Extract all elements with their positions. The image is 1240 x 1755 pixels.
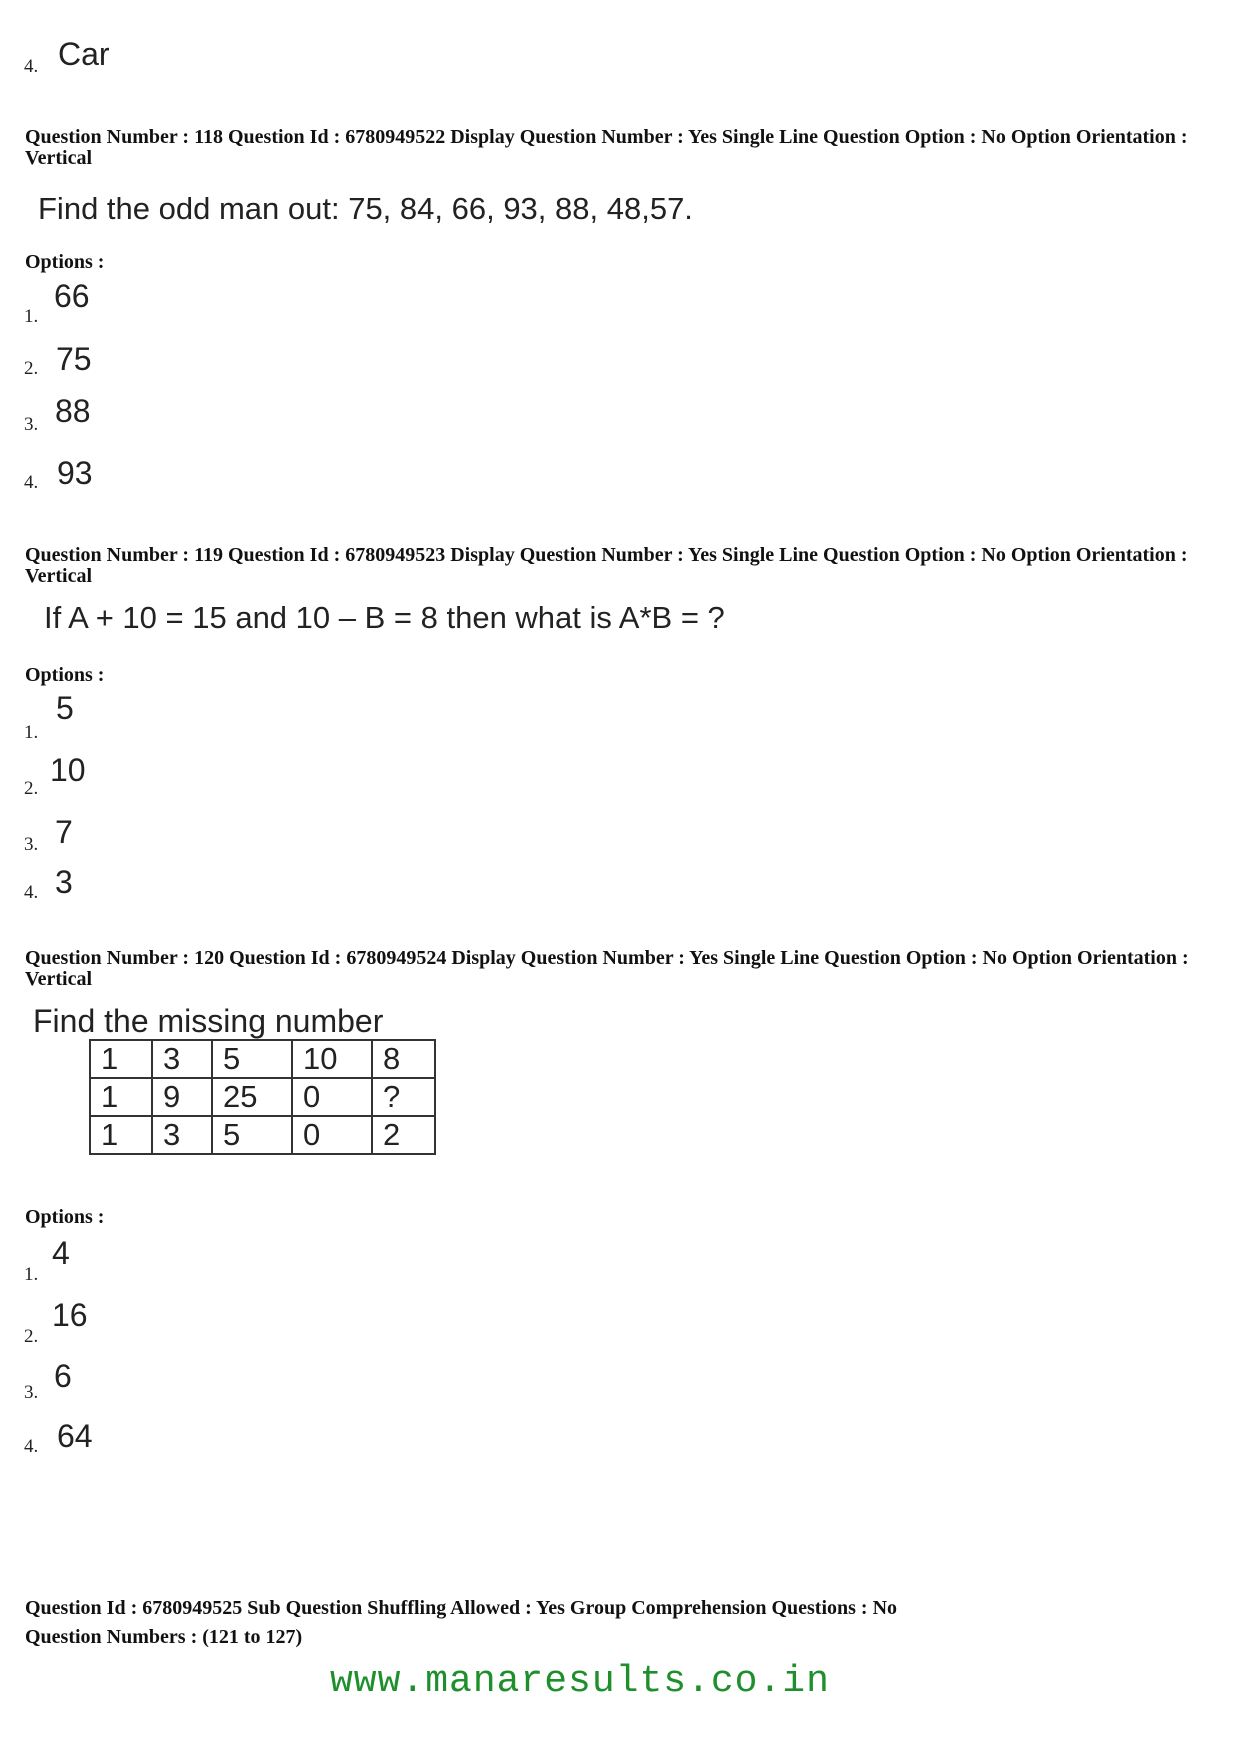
- option-number: 3.: [24, 414, 39, 435]
- grid-row: [90, 1040, 435, 1078]
- question-meta: Question Number : 119 Question Id : 6780949523 Display Question Number : Yes Single Line Question Option : No Option Orientation : Vertical: [25, 544, 1188, 587]
- option-number: 1.: [24, 722, 39, 743]
- grid-cell: 5: [212, 1040, 292, 1078]
- option-number: 2.: [24, 358, 39, 379]
- grid-cell: 0: [292, 1078, 372, 1116]
- option-number: 3.: [24, 1382, 39, 1403]
- grid-row: [90, 1078, 435, 1116]
- option-text: 88: [55, 393, 91, 429]
- options-label: Options :: [25, 664, 105, 686]
- grid-cell: 25: [212, 1078, 292, 1116]
- site-watermark: www.manaresults.co.in: [330, 1660, 830, 1703]
- option-text: 93: [57, 455, 93, 491]
- grid-cell: 0: [292, 1116, 372, 1154]
- option-number: 4.: [24, 472, 39, 493]
- question-text: Find the odd man out: 75, 84, 66, 93, 88, 48,57.: [38, 191, 693, 226]
- grid-cell: 1: [90, 1040, 152, 1078]
- option-text: 66: [54, 278, 90, 314]
- grid-cell: 9: [152, 1078, 212, 1116]
- group-question-numbers: Question Numbers : (121 to 127): [25, 1626, 303, 1648]
- grid-cell: 1: [90, 1078, 152, 1116]
- option-text: Car: [58, 36, 110, 72]
- question-text: If A + 10 = 15 and 10 – B = 8 then what is A*B = ?: [44, 600, 725, 635]
- option-number: 1.: [24, 1264, 39, 1285]
- question-meta: Question Number : 120 Question Id : 6780949524 Display Question Number : Yes Single Line Question Option : No Option Orientation : Vertical: [25, 947, 1189, 990]
- grid-cell: 5: [212, 1116, 292, 1154]
- grid-cell: 10: [292, 1040, 372, 1078]
- grid-row: [90, 1116, 435, 1154]
- question-meta: Question Number : 118 Question Id : 6780949522 Display Question Number : Yes Single Line Question Option : No Option Orientation : Vertical: [25, 126, 1188, 169]
- number-grid: [89, 1039, 436, 1155]
- option-text: 7: [55, 814, 73, 850]
- question-text: Find the missing number: [33, 1003, 384, 1039]
- option-text: 16: [52, 1297, 88, 1333]
- option-number: 3.: [24, 834, 39, 855]
- grid-cell: ?: [372, 1078, 435, 1116]
- option-number: 4.: [24, 56, 39, 77]
- grid-cell: 8: [372, 1040, 435, 1078]
- option-number: 1.: [24, 306, 39, 327]
- option-number: 4.: [24, 1436, 39, 1457]
- option-text: 4: [52, 1235, 70, 1271]
- option-number: 4.: [24, 882, 39, 903]
- grid-cell: 3: [152, 1040, 212, 1078]
- option-text: 6: [54, 1358, 72, 1394]
- grid-cell: 1: [90, 1116, 152, 1154]
- option-text: 75: [56, 341, 92, 377]
- option-text: 10: [50, 752, 86, 788]
- grid-cell: 2: [372, 1116, 435, 1154]
- options-label: Options :: [25, 251, 105, 273]
- grid-cell: 3: [152, 1116, 212, 1154]
- option-text: 3: [55, 864, 73, 900]
- option-text: 5: [56, 690, 74, 726]
- option-text: 64: [57, 1418, 93, 1454]
- option-number: 2.: [24, 1326, 39, 1347]
- options-label: Options :: [25, 1206, 105, 1228]
- option-number: 2.: [24, 778, 39, 799]
- group-info-line: Question Id : 6780949525 Sub Question Shuffling Allowed : Yes Group Comprehension Questions : No: [25, 1597, 898, 1619]
